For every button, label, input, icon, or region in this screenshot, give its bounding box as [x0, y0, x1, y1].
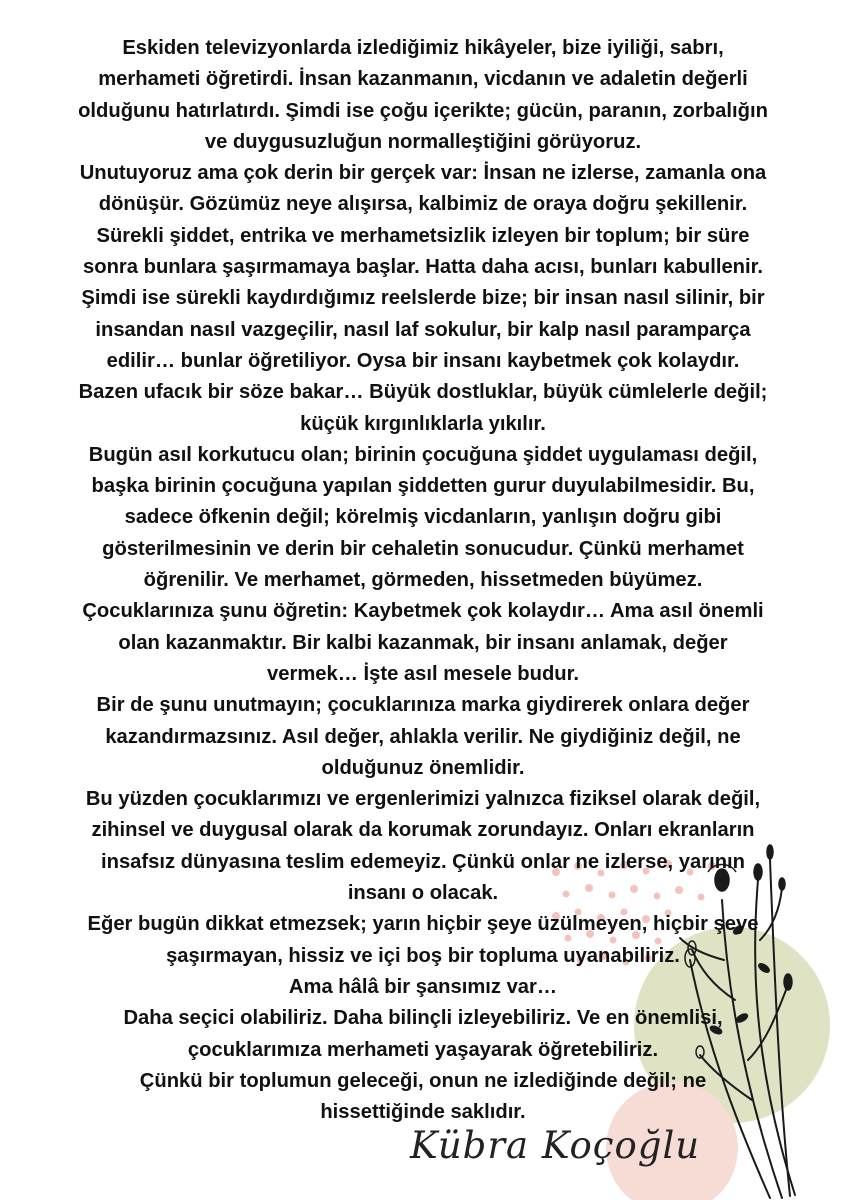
text-line: Unutuyoruz ama çok derin bir gerçek var: İnsan ne izlerse, zamanla ona	[79, 162, 767, 185]
text-line: hissettiğinde saklıdır.	[320, 1101, 526, 1124]
text-line: insafsız dünyasına teslim edemeyiz. Çünkü onlar ne izlerse, yarının	[101, 850, 745, 873]
text-line: insandan nasıl vazgeçilir, nasıl laf sokulur, bir kalp nasıl paramparça	[95, 318, 751, 341]
text-line: başka birinin çocuğuna yapılan şiddetten gurur duyulabilmesidir. Bu,	[91, 475, 755, 498]
text-line: Bir de şunu unutmayın; çocuklarınıza marka giydirerek onlara değer	[96, 694, 750, 717]
text-line: şaşırmayan, hissiz ve içi boş bir topluma uyanabiliriz.	[166, 944, 680, 967]
text-line: öğrenilir. Ve merhamet, görmeden, hissetmeden büyümez.	[143, 569, 703, 592]
text-line: Şimdi ise sürekli kaydırdığımız reelslerde bize; bir insan nasıl silinir, bir	[81, 287, 765, 310]
text-line: zihinsel ve duygusal olarak da korumak zorundayız. Onları ekranların	[91, 819, 755, 842]
text-line: olan kazanmaktır. Bir kalbi kazanmak, bir insanı anlamak, değer	[118, 631, 728, 654]
text-line: Eğer bugün dikkat etmezsek; yarın hiçbir şeye üzülmeyen, hiçbir şeye	[87, 913, 759, 936]
text-line: Bu yüzden çocuklarımızı ve ergenlerimizi yalnızca fiziksel olarak değil,	[85, 788, 761, 811]
text-line: vermek… İşte asıl mesele budur.	[267, 662, 579, 685]
author-signature: Kübra Koçoğlu	[410, 1124, 701, 1167]
text-line: Çocuklarınıza şunu öğretin: Kaybetmek çok kolaydır… Ama asıl önemli	[82, 600, 764, 623]
text-line: ve duygusuzluğun normalleştiğini görüyoruz.	[204, 130, 642, 153]
text-line: sadece öfkenin değil; körelmiş vicdanların, yanlışın doğru gibi	[124, 506, 722, 529]
text-line: insanı o olacak.	[347, 882, 499, 905]
text-line: sonra bunlara şaşırmamaya başlar. Hatta daha acısı, bunları kabullenir.	[83, 256, 763, 279]
text-line: edilir… bunlar öğretiliyor. Oysa bir insanı kaybetmek çok kolaydır.	[106, 349, 740, 372]
text-line: gösterilmesinin ve derin bir cehaletin sonucudur. Çünkü merhamet	[102, 537, 744, 560]
article-text	[34, 33, 812, 1128]
text-line: dönüşür. Gözümüz neye alışırsa, kalbimiz de oraya doğru şekillenir.	[98, 193, 748, 216]
text-line: kazandırmazsınız. Asıl değer, ahlakla verilir. Ne giydiğiniz değil, ne	[105, 725, 741, 748]
text-line: olduğunu hatırlatırdı. Şimdi ise çoğu içerikte; gücün, paranın, zorbalığın	[78, 99, 768, 122]
text-line: Ama hâlâ bir şansımız var…	[288, 975, 558, 998]
text-line: Bugün asıl korkutucu olan; birinin çocuğuna şiddet uygulaması değil,	[88, 443, 758, 466]
text-line: Çünkü bir toplumun geleceği, onun ne izlediğinde değil; ne	[139, 1069, 707, 1092]
text-line: Bazen ufacık bir söze bakar… Büyük dostluklar, büyük cümlelerle değil;	[78, 381, 768, 404]
text-line: merhameti öğretirdi. İnsan kazanmanın, vicdanın ve adaletin değerli	[98, 68, 748, 91]
text-line: çocuklarımıza merhameti yaşayarak öğretebiliriz.	[187, 1038, 659, 1061]
text-line: Sürekli şiddet, entrika ve merhametsizlik izleyen bir toplum; bir süre	[96, 224, 750, 247]
text-line: küçük kırgınlıklarla yıkılır.	[300, 412, 546, 435]
text-line: Daha seçici olabiliriz. Daha bilinçli izleyebiliriz. Ve en önemlisi,	[123, 1007, 723, 1030]
text-line: olduğunuz önemlidir.	[321, 756, 525, 779]
text-line: Eskiden televizyonlarda izlediğimiz hikâyeler, bize iyiliği, sabrı,	[122, 37, 724, 59]
